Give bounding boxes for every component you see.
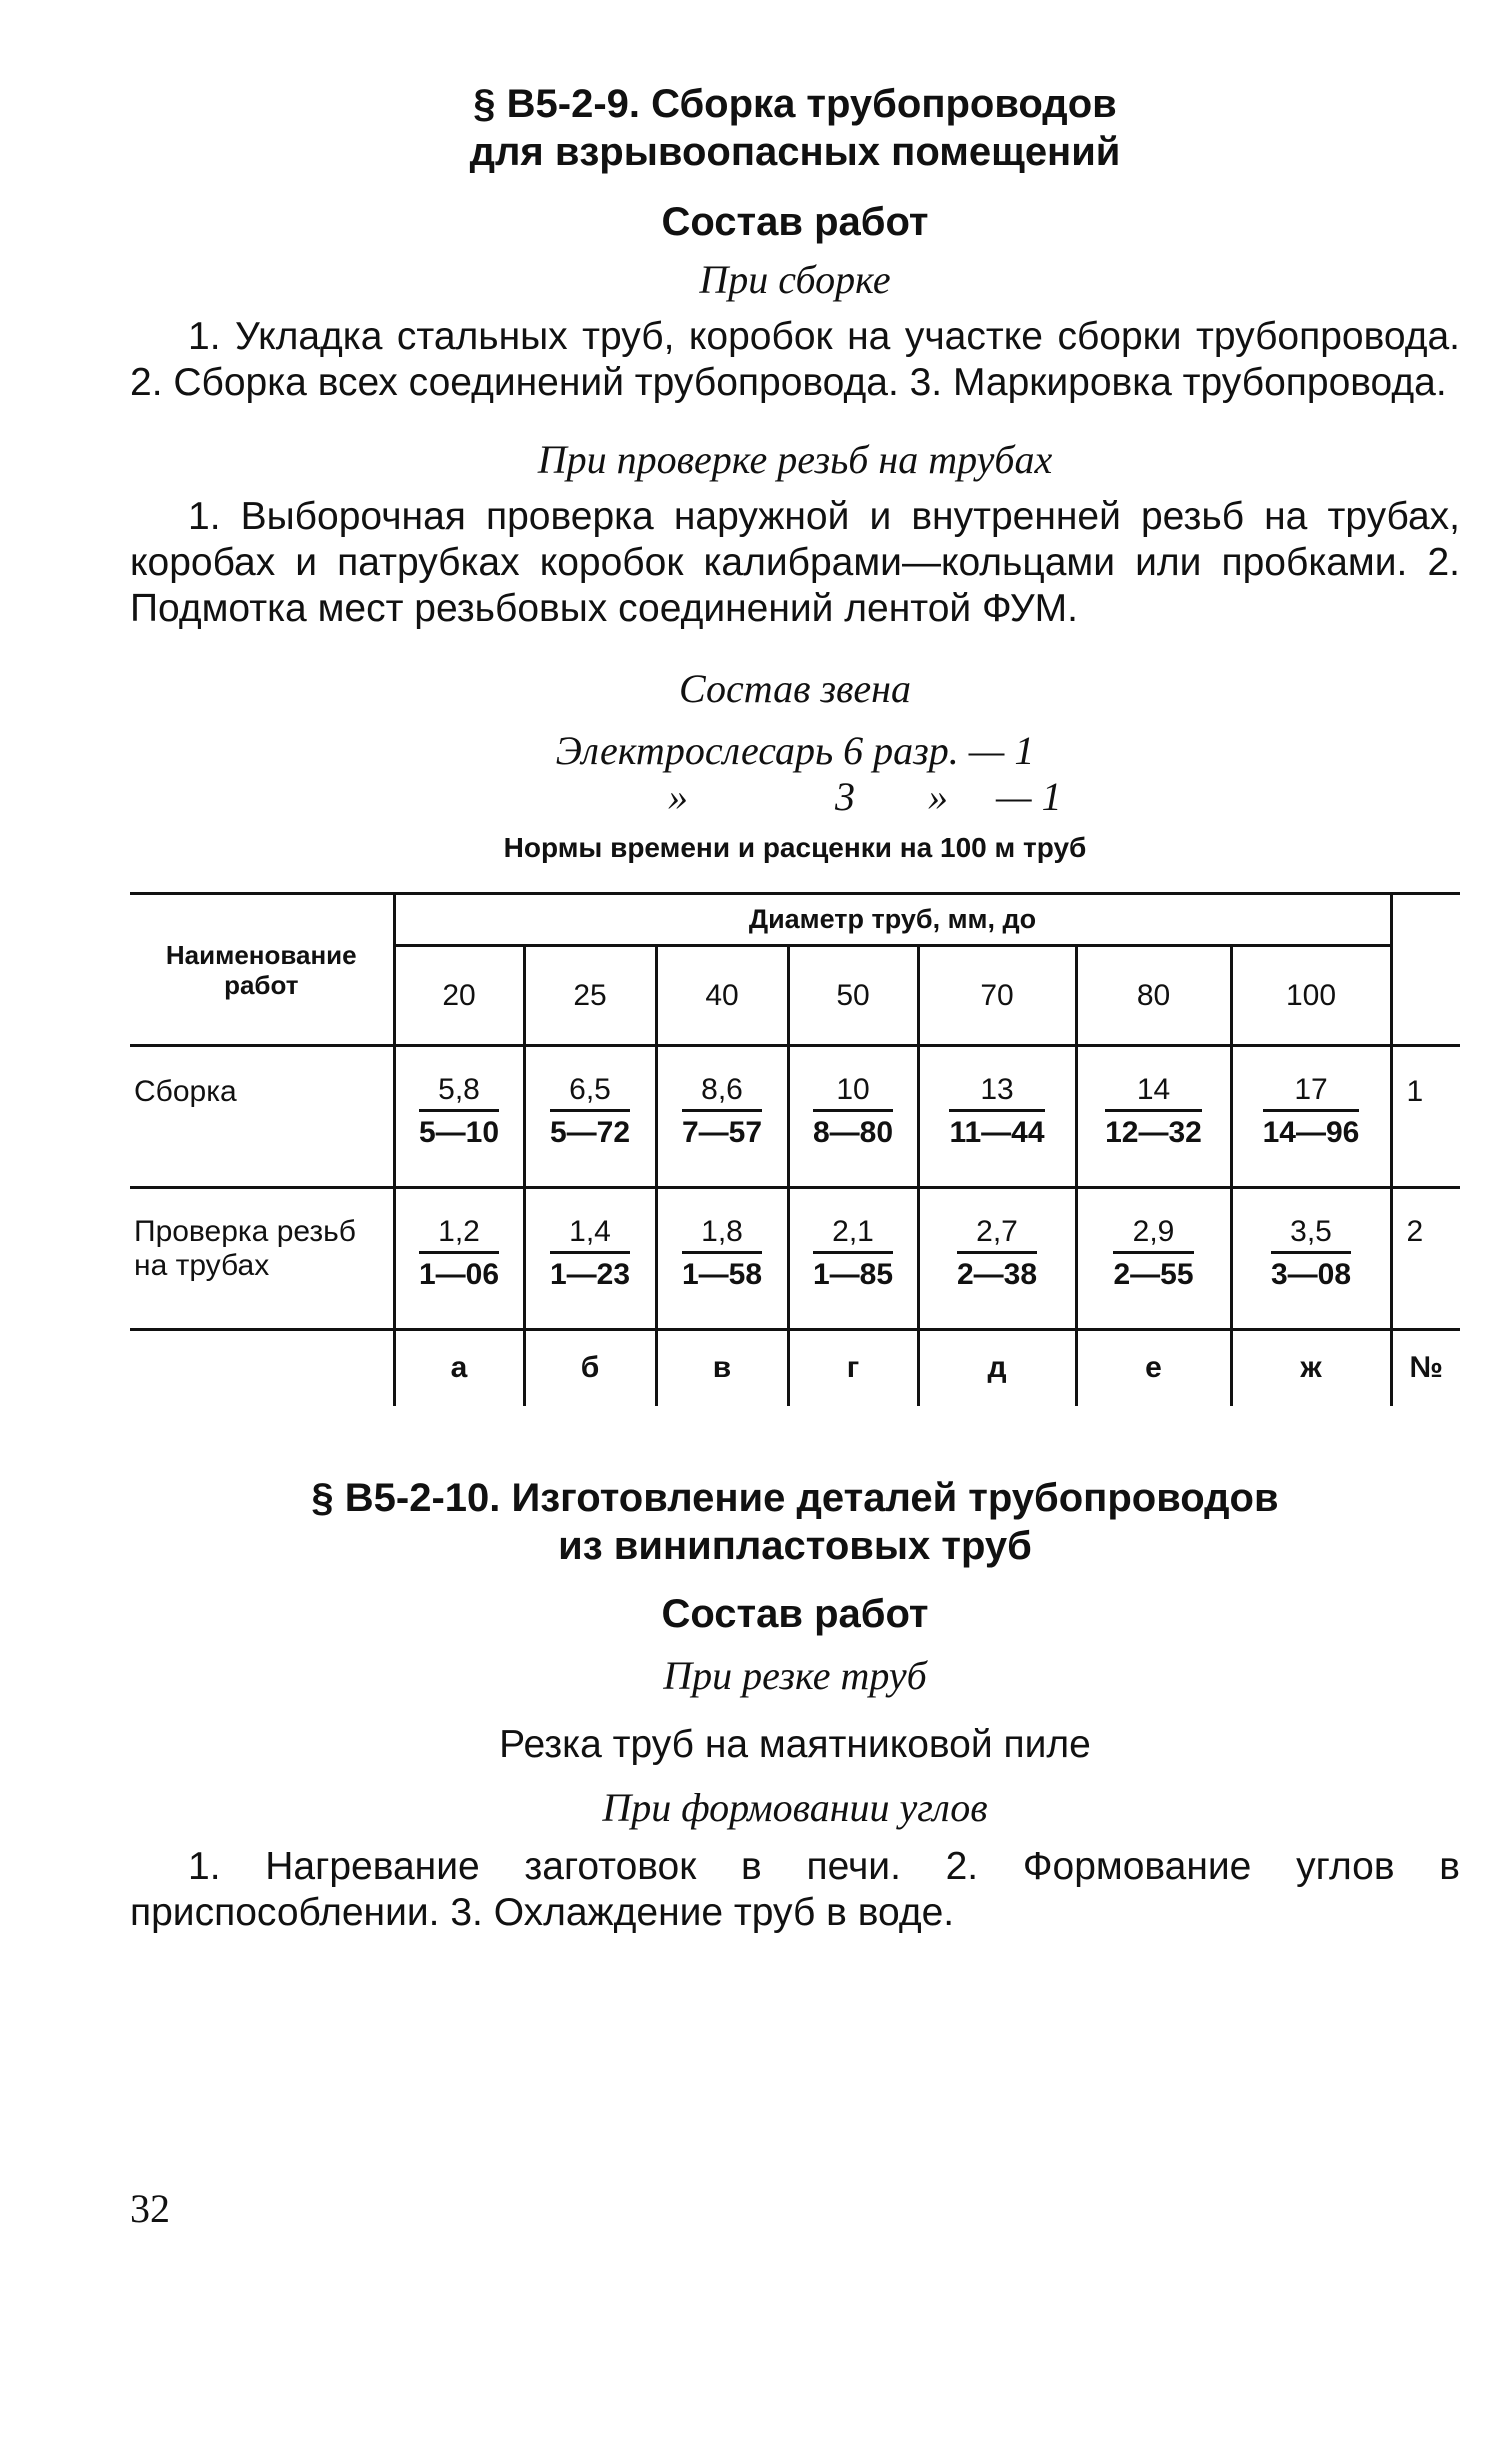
row-number: 2 xyxy=(1391,1188,1460,1330)
diameter-100: 100 xyxy=(1231,946,1391,1046)
norm-time: 10 xyxy=(813,1073,893,1112)
crew-grade: 3 xyxy=(835,774,855,819)
column-letter: г xyxy=(788,1330,918,1406)
value-cell xyxy=(788,1188,918,1330)
rate: 1—85 xyxy=(812,1258,894,1291)
value-cell xyxy=(1076,1046,1231,1188)
value-cell xyxy=(788,1046,918,1188)
crew-count: — 1 xyxy=(996,774,1062,819)
norm-time: 3,5 xyxy=(1271,1215,1351,1254)
num-header-cell xyxy=(1391,894,1460,1046)
rate: 2—38 xyxy=(956,1258,1038,1291)
row-number: 1 xyxy=(1391,1046,1460,1188)
table-row xyxy=(130,1188,1460,1330)
rate: 12—32 xyxy=(1105,1116,1202,1149)
rate: 14—96 xyxy=(1262,1116,1360,1149)
value-cell xyxy=(394,1188,524,1330)
norm-time: 8,6 xyxy=(682,1073,762,1112)
rate: 1—58 xyxy=(681,1258,763,1291)
diameter-header xyxy=(394,894,1391,946)
diameter-20: 20 xyxy=(394,946,524,1046)
value-cell xyxy=(656,1188,788,1330)
norm-time: 1,8 xyxy=(682,1215,762,1254)
table-row xyxy=(130,1046,1460,1188)
diameter-70: 70 xyxy=(918,946,1076,1046)
rate: 7—57 xyxy=(681,1116,763,1149)
value-cell xyxy=(394,1046,524,1188)
section-title-line2: для взрывоопасных помещений xyxy=(469,130,1121,174)
diameter-80: 80 xyxy=(1076,946,1231,1046)
value-cell xyxy=(918,1188,1076,1330)
norm-time: 14 xyxy=(1105,1073,1202,1112)
value-cell xyxy=(918,1046,1076,1188)
norm-time: 2,1 xyxy=(813,1215,893,1254)
rate: 1—23 xyxy=(549,1258,631,1291)
thread-check-heading: При проверке резьб на трубах xyxy=(537,437,1053,482)
rate: 5—72 xyxy=(549,1116,631,1149)
norm-time: 1,4 xyxy=(550,1215,630,1254)
value-cell xyxy=(656,1046,788,1188)
rate: 1—06 xyxy=(418,1258,500,1291)
assembly-heading: При сборке xyxy=(699,257,891,302)
rate: 2—55 xyxy=(1113,1258,1194,1291)
diameter-header-text: Диаметр труб, мм, до xyxy=(748,904,1037,934)
section-title-2 xyxy=(130,1474,1460,1570)
page-number: 32 xyxy=(130,2186,170,2231)
page-content xyxy=(130,80,1460,1936)
column-letter: е xyxy=(1076,1330,1231,1406)
crew-ditto-2: » xyxy=(928,774,948,819)
work-composition-heading-2: Состав работ xyxy=(661,1591,929,1636)
letters-empty-cell xyxy=(130,1330,394,1406)
norms-table xyxy=(130,892,1460,1406)
crew-heading: Состав звена xyxy=(678,666,911,711)
crew-line-2 xyxy=(130,774,1460,820)
value-cell xyxy=(524,1188,656,1330)
norm-time: 2,9 xyxy=(1113,1215,1193,1254)
table-caption: Нормы времени и расценки на 100 м труб xyxy=(503,832,1087,863)
forming-paragraph: 1. Нагревание заготовок в печи. 2. Формование углов в приспособлении. 3. Охлаждение труб в воде. xyxy=(130,1844,1460,1934)
section-title-line1: § В5-2-9. Сборка трубопроводов xyxy=(473,82,1117,126)
column-letter: в xyxy=(656,1330,788,1406)
rate: 3—08 xyxy=(1270,1258,1352,1291)
column-letter: а xyxy=(394,1330,524,1406)
rate: 11—44 xyxy=(949,1116,1045,1149)
cutting-text: Резка труб на маятниковой пиле xyxy=(499,1722,1091,1766)
column-letter: д xyxy=(918,1330,1076,1406)
crew-ditto-1: » xyxy=(668,774,688,819)
value-cell xyxy=(1076,1188,1231,1330)
value-cell xyxy=(1231,1046,1391,1188)
diameter-25: 25 xyxy=(524,946,656,1046)
assembly-paragraph: 1. Укладка стальных труб, коробок на участке сборки трубопровода. 2. Сборка всех соединений трубопровода. 3. Маркировка трубопровода. xyxy=(130,315,1460,404)
work-composition-heading: Состав работ xyxy=(661,200,929,244)
cutting-heading: При резке труб xyxy=(663,1652,927,1698)
norm-time: 17 xyxy=(1263,1073,1360,1112)
column-letter: ж xyxy=(1300,1351,1322,1385)
thread-check-paragraph: 1. Выборочная проверка наружной и внутренней резьб на трубах, коробах и патрубках коробок калибрами—кольцами или пробками. 2. Подмотка мест резьбовых соединений лентой ФУМ. xyxy=(130,495,1460,630)
norm-time: 2,7 xyxy=(957,1215,1037,1254)
diameter-40: 40 xyxy=(656,946,788,1046)
forming-heading: При формовании углов xyxy=(602,1784,988,1830)
value-cell xyxy=(1231,1188,1391,1330)
col-name-header xyxy=(130,894,394,1046)
row-name: Проверка резьб на трубах xyxy=(130,1188,394,1330)
rate: 5—10 xyxy=(418,1116,500,1149)
section2-title-line2: из винипластовых труб xyxy=(558,1523,1032,1568)
norm-time: 13 xyxy=(949,1073,1044,1112)
section2-title-line1: § В5-2-10. Изготовление деталей трубопроводов xyxy=(311,1475,1279,1520)
value-cell xyxy=(524,1046,656,1188)
diameter-50: 50 xyxy=(788,946,918,1046)
crew-line-1: Электрослесарь 6 разр. — 1 xyxy=(555,728,1035,773)
norm-time: 1,2 xyxy=(419,1215,499,1254)
norm-time: 5,8 xyxy=(419,1073,499,1112)
column-letter: б xyxy=(524,1330,656,1406)
section-title xyxy=(130,80,1460,176)
num-label: № xyxy=(1391,1330,1460,1406)
col-name-header-text: Наименование работ xyxy=(165,939,357,1000)
rate: 8—80 xyxy=(812,1116,894,1149)
row-name: Сборка xyxy=(130,1046,394,1188)
table-letters-row xyxy=(130,1330,1460,1406)
norm-time: 6,5 xyxy=(550,1073,630,1112)
